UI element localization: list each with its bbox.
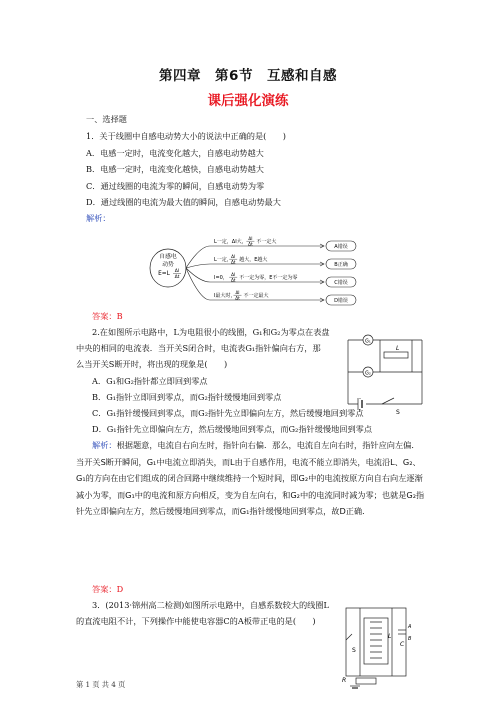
q2-stem-line2: 中央的相同的电流表．当开关S闭合时，电流表G₁指针偏向右方，那 (76, 343, 321, 353)
branch-condition: L一定，ΔI大， (214, 239, 247, 245)
branch-condition: L一定， (214, 257, 232, 263)
q2-option-d: D．G₁指针先立即偏向左方，然后缓慢地回到零点，而G₂指针缓慢地回到零点 (92, 424, 373, 434)
svg-text:ΔI: ΔI (231, 272, 236, 277)
q3-capacitor-label: C (400, 641, 405, 648)
branch-condition: I最大时， (214, 293, 236, 299)
q2-stem-line1: 2.在如图所示电路中，L为电阻很小的线圈，G₁和G₂为零点在表盘 (92, 327, 330, 337)
q3-plate-b-label: B (408, 636, 412, 642)
branch-result: C错误 (334, 280, 348, 286)
q2-circuit-diagram (338, 332, 426, 416)
q3-resistor-label: R (342, 677, 347, 684)
section-heading: 一、选择题 (86, 114, 127, 124)
q2-option-b: B．G₁指针立即回到零点，而G₂指针缓慢地回到零点 (92, 392, 282, 402)
q1-analysis-diagram (148, 228, 360, 308)
svg-text:Δt: Δt (174, 275, 180, 280)
svg-text:ΔI: ΔI (235, 290, 240, 295)
q1-option-b: B．电感一定时，电流变化越快，自感电动势越大 (86, 164, 264, 174)
diagram-branch-2 (186, 254, 356, 269)
svg-text:不一定为零，E不一定为零: 不一定为零，E不一定为零 (239, 275, 298, 281)
svg-text:Δt: Δt (248, 241, 253, 247)
diagram-root-formula: E=L (158, 271, 170, 277)
diagram-root-line2: 动势 (162, 262, 174, 268)
branch-result: B正确 (334, 262, 348, 268)
page-footer: 第 1 页 共 4 页 (76, 680, 126, 689)
svg-text:Δt: Δt (235, 295, 240, 301)
branch-result: A错误 (334, 244, 348, 250)
q2-stem-line3: 么当开关S断开时，将出现的现象是( ) (76, 359, 228, 369)
q3-circuit-diagram (338, 600, 414, 692)
svg-text:ΔI: ΔI (174, 269, 180, 274)
q3-plate-a-label: A (408, 624, 412, 630)
g1-label: G₁ (365, 339, 371, 345)
branch-result: D错误 (334, 298, 348, 304)
q3-inductor-label: L (388, 633, 392, 640)
inductor-label: L (396, 345, 400, 352)
q1-option-d: D．通过线圈的电流为最大值的瞬间，自感电动势最大 (86, 197, 281, 207)
svg-text:Δt: Δt (230, 259, 236, 265)
svg-text:不一定大: 不一定大 (256, 239, 277, 245)
switch-label: S (396, 409, 400, 416)
svg-text:不一定最大: 不一定最大 (243, 293, 269, 299)
svg-text:ΔI: ΔI (231, 254, 236, 259)
diagram-root-line1: 自感电 (159, 254, 177, 260)
q1-stem: 1．关于线圈中自感电动势大小的说法中正确的是( ) (86, 131, 286, 141)
q1-option-a: A．电感一定时，电流变化越大，自感电动势越大 (86, 148, 264, 158)
q3-stem-line1: 3．(2013·锦州高二检测)如图所示电路中，自感系数较大的线圈L (92, 600, 329, 610)
diagram-branch-3 (186, 268, 356, 287)
q2-answer: 答案：D (92, 584, 124, 594)
q1-answer: 答案：B (92, 311, 123, 321)
q3-switch-label: S (352, 647, 356, 654)
q3-stem-line2: 的直流电阻不计，下列操作中能使电容器C的A板带正电的是( ) (76, 616, 316, 626)
chapter-title: 第四章 第6节 互感和自感 (159, 68, 337, 84)
section-subtitle: 课后强化演练 (207, 93, 289, 109)
branch-condition: I=0， (214, 275, 228, 281)
q1-option-c: C．通过线圈的电流为零的瞬间，自感电动势为零 (86, 181, 265, 191)
svg-text:ΔI: ΔI (248, 236, 253, 241)
q2-analysis (76, 437, 426, 520)
q2-analysis-label: 解析： (92, 440, 117, 450)
q1-analysis-label: 解析： (86, 213, 111, 223)
svg-text:Δt: Δt (230, 277, 236, 283)
g2-label: G₂ (365, 371, 371, 377)
q2-analysis-body: 根据题意，电流自右向左时，指针向右偏．那么，电流自左向右时，指针应向左偏．当开关S断开瞬间，G₁中电流立即消失，而L由于自感作用，电流不能立即消失，电流沿L、G₂、G₁的方向在由它们组成的闭合回路中继续维持一个短时间，即G₂中的电流按原方向自右向左逐渐减小为零，而G₁中的电流和原方向相反，变为自左向右，和G₂中的电流同时减为零；也就是G₂指针先立即偏向左方，然后缓慢地回到零点，而G₁指针缓慢地回到零点，故D正确． (76, 440, 425, 516)
q2-option-a: A．G₁和G₂指针都立即回到零点 (92, 376, 208, 386)
q2-option-c: C．G₁指针缓慢回到零点，而G₂指针先立即偏向左方，然后缓慢地回到零点 (92, 408, 364, 418)
svg-text:越大，E越大: 越大，E越大 (239, 257, 268, 263)
